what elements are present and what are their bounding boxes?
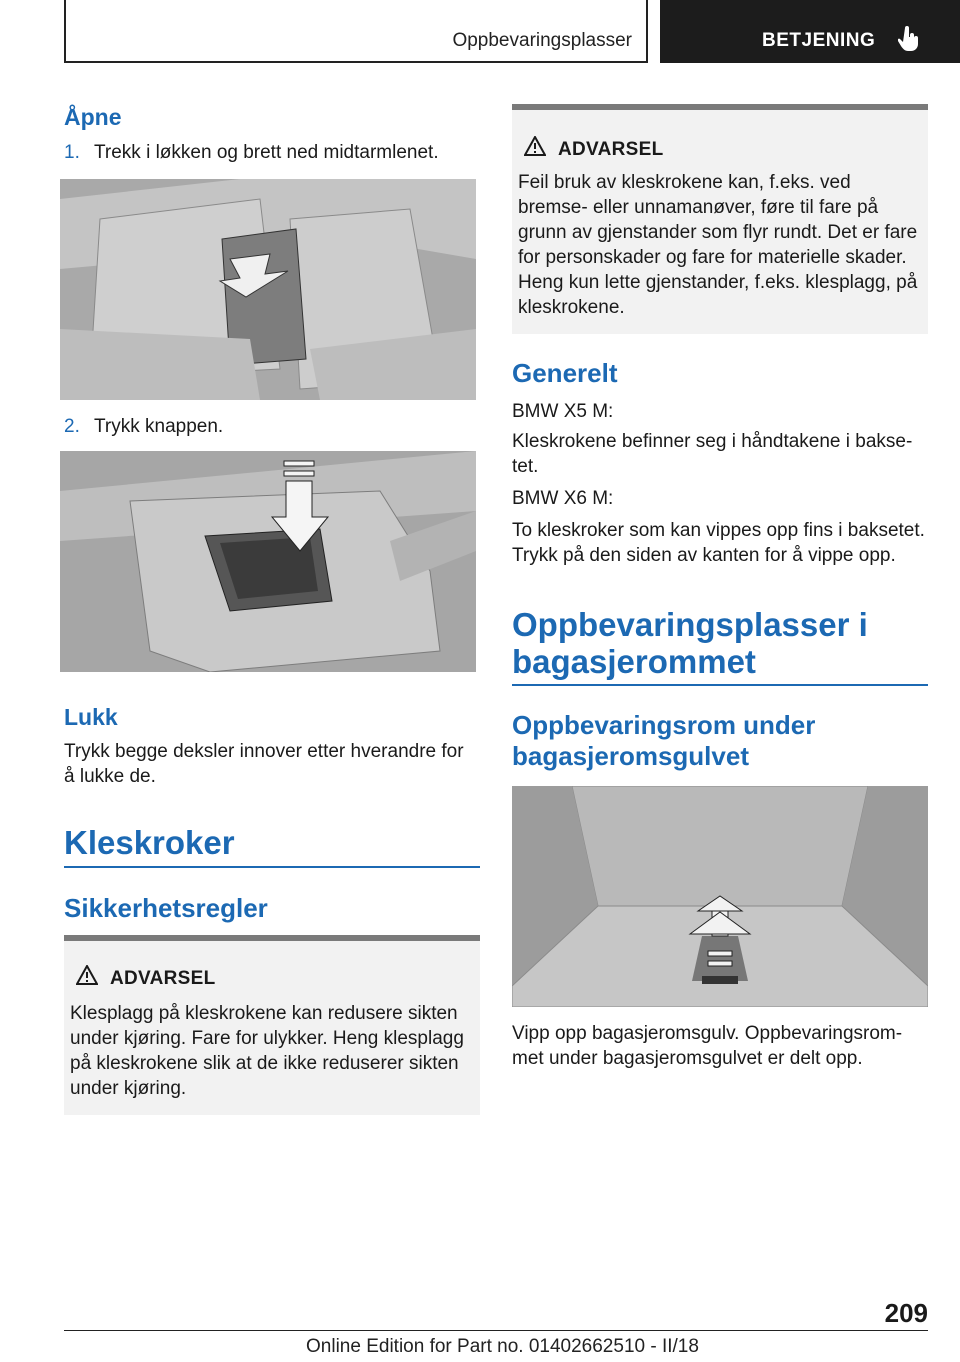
open-heading: Åpne <box>64 104 122 130</box>
armrest-fold-image <box>60 179 476 400</box>
general-heading: Generelt <box>512 358 618 388</box>
general-line-4: BMW X6 M: <box>512 488 614 509</box>
warning-line-right-2: bremse- eller unnamanøver, føre til fare på <box>518 197 879 218</box>
warning-triangle-icon <box>524 136 546 161</box>
step-2 <box>64 414 223 439</box>
step-2-number: 2. <box>64 416 80 437</box>
subsection-title-safety: Sikkerhetsregler <box>64 893 268 923</box>
caption-line-2: met under bagasjeromsgulvet er delt opp. <box>512 1048 863 1069</box>
section-rule-right <box>512 684 928 686</box>
header-section-title: Oppbevaringsplasser <box>452 30 632 51</box>
general-line-6: Trykk på den siden av kanten for å vippe opp. <box>512 545 896 566</box>
warning-box-right <box>512 104 928 334</box>
warning-line-right-3: grunn av gjenstander som flyr rundt. Det er fare <box>518 222 918 243</box>
button-press-image <box>60 451 476 672</box>
warning-line-left-2: under kjøring. Fare for ulykker. Heng klesplagg <box>70 1028 464 1049</box>
hand-pointer-icon <box>898 26 920 57</box>
warning-line-left-3: på kleskrokene slik at de ikke reduserer sikten <box>70 1053 459 1074</box>
footer-rule <box>64 1330 928 1331</box>
warning-line-right-1: Feil bruk av kleskrokene kan, f.eks. ved <box>518 172 851 193</box>
step-2-text: Trykk knappen. <box>94 416 224 437</box>
warning-title-right: ADVARSEL <box>558 139 664 160</box>
header-chapter-box <box>660 0 960 63</box>
warning-box-left <box>64 935 480 1115</box>
warning-title-left: ADVARSEL <box>110 968 216 989</box>
close-text-line-1: Trykk begge deksler innover etter hverandre for <box>64 741 464 762</box>
general-line-2: Kleskrokene befinner seg i håndtakene i bakse‐ <box>512 431 913 452</box>
luggage-floor-image <box>512 786 928 1007</box>
page-number: 209 <box>884 1298 928 1328</box>
section-title-kleskroker: Kleskroker <box>64 824 235 861</box>
warning-line-left-1: Klesplagg på kleskrokene kan redusere sikten <box>70 1003 458 1024</box>
warning-triangle-icon <box>76 965 98 990</box>
caption-line-1: Vipp opp bagasjeromsgulv. Oppbevaringsrom‐ <box>512 1023 903 1044</box>
warning-line-right-5: Heng kun lette gjenstander, f.eks. klesplagg, på <box>518 272 918 293</box>
header-section-box <box>64 0 648 63</box>
warning-line-left-4: under kjøring. <box>70 1078 187 1099</box>
general-line-1: BMW X5 M: <box>512 401 614 422</box>
warning-line-right-6: kleskrokene. <box>518 297 625 318</box>
step-1-number: 1. <box>64 142 80 163</box>
general-line-3: tet. <box>512 456 539 477</box>
section-title-storage-line-2: bagasjerommet <box>512 643 756 680</box>
close-text-line-2: å lukke de. <box>64 766 156 787</box>
step-1-text: Trekk i løkken og brett ned midtarmlenet. <box>94 142 439 163</box>
general-line-5: To kleskroker som kan vippes opp fins i baksetet. <box>512 520 925 541</box>
subsection-title-underfloor-line-1: Oppbevaringsrom under <box>512 710 816 740</box>
step-1 <box>64 140 439 165</box>
subsection-title-underfloor-line-2: bagasjeromsgulvet <box>512 741 749 771</box>
edition-note: Online Edition for Part no. 01402662510 - II/18 <box>306 1336 699 1357</box>
section-title-storage-line-1: Oppbevaringsplasser i <box>512 606 868 643</box>
close-heading: Lukk <box>64 704 118 730</box>
header-chapter-title: BETJENING <box>762 30 876 51</box>
warning-line-right-4: for personskader og fare for materielle skader. <box>518 247 907 268</box>
section-rule <box>64 866 480 868</box>
